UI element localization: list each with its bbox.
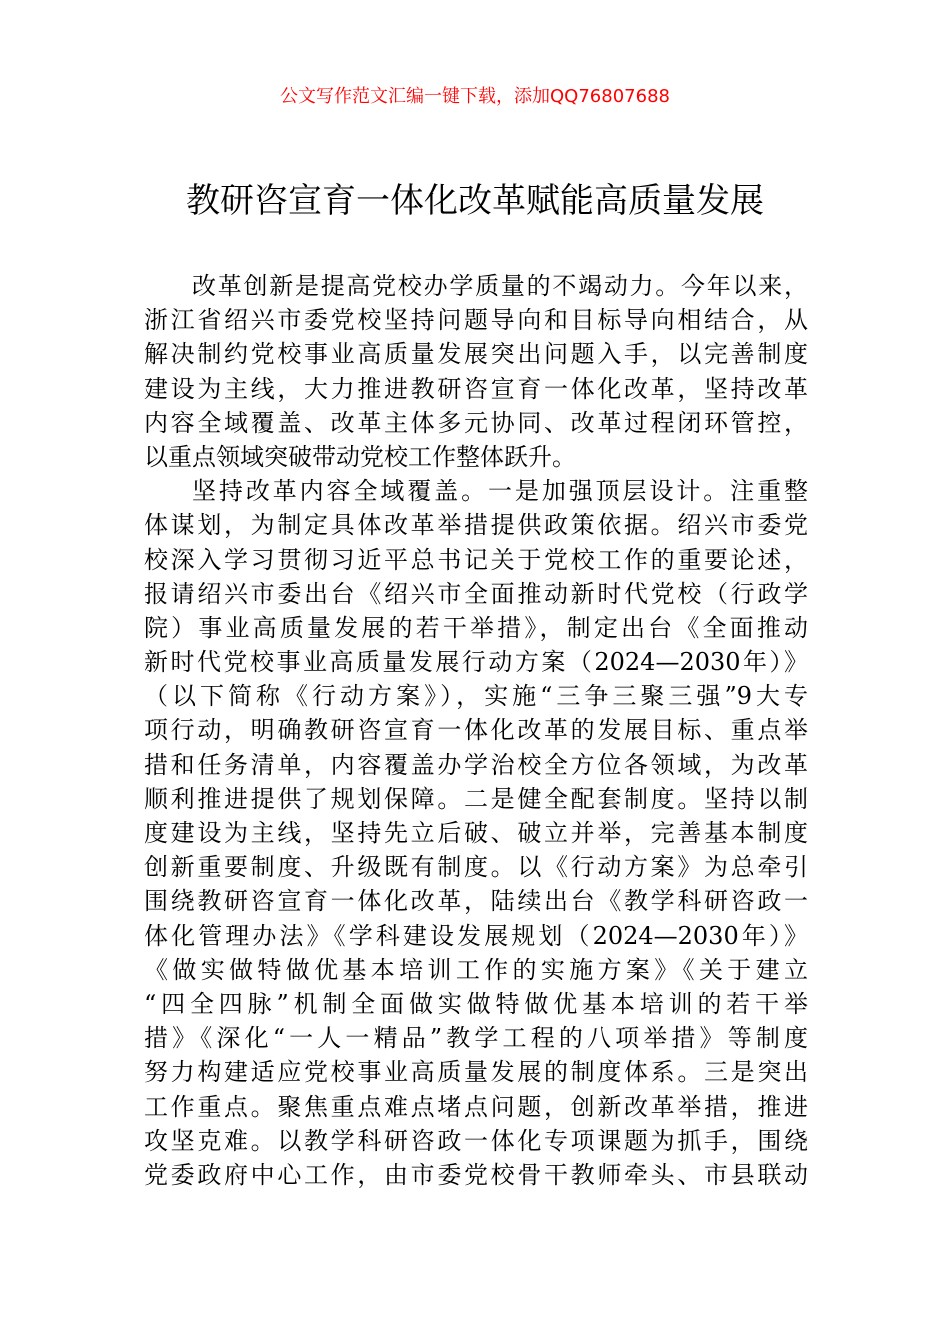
paragraph-2-line-14: 体化管理办法》《学科建设发展规划（2024—2030年）》 bbox=[144, 921, 808, 950]
paragraph-2-line-1: 坚持改革内容全域覆盖。一是加强顶层设计。注重整 bbox=[192, 477, 808, 506]
paragraph-2-line-16: “四全四脉”机制全面做实做特做优基本培训的若干举 bbox=[144, 989, 808, 1018]
paragraph-1-line-3: 解决制约党校事业高质量发展突出问题入手，以完善制度 bbox=[144, 340, 808, 369]
paragraph-2-line-2: 体谋划，为制定具体改革举措提供政策依据。绍兴市委党 bbox=[144, 511, 808, 540]
paragraph-2-line-20: 攻坚克难。以教学科研咨政一体化专项课题为抓手，围绕 bbox=[144, 1126, 808, 1155]
paragraph-2-line-8: 项行动，明确教研咨宣育一体化改革的发展目标、重点举 bbox=[144, 716, 808, 745]
paragraph-2-line-10: 顺利推进提供了规划保障。二是健全配套制度。坚持以制 bbox=[144, 784, 808, 813]
paragraph-2-line-21: 党委政府中心工作，由市委党校骨干教师牵头、市县联动 bbox=[144, 1160, 808, 1189]
paragraph-2-line-3: 校深入学习贯彻习近平总书记关于党校工作的重要论述， bbox=[144, 545, 808, 574]
body-text bbox=[144, 269, 808, 1192]
paragraph-2-line-17: 措》《深化“一人一精品”教学工程的八项举措》等制度 bbox=[144, 1024, 808, 1053]
paragraph-1-line-2: 浙江省绍兴市委党校坚持问题导向和目标导向相结合，从 bbox=[144, 306, 808, 335]
paragraph-2-line-7: （以下简称《行动方案》），实施“三争三聚三强”9大专 bbox=[144, 682, 808, 711]
paragraph-2-line-12: 创新重要制度、升级既有制度。以《行动方案》为总牵引 bbox=[144, 853, 808, 882]
paragraph-2-line-19: 工作重点。聚焦重点难点堵点问题，创新改革举措，推进 bbox=[144, 1092, 808, 1121]
document-title: 教研咨宣育一体化改革赋能高质量发展 bbox=[186, 181, 764, 221]
paragraph-2-line-11: 度建设为主线，坚持先立后破、破立并举，完善基本制度 bbox=[144, 819, 808, 847]
paragraph-1-line-1: 改革创新是提高党校办学质量的不竭动力。今年以来， bbox=[192, 272, 808, 300]
paragraph-2-line-13: 围绕教研咨宣育一体化改革，陆续出台《教学科研咨政一 bbox=[144, 887, 808, 916]
paragraph-2-line-9: 措和任务清单，内容覆盖办学治校全方位各领域，为改革 bbox=[144, 750, 808, 779]
paragraph-2-line-6: 新时代党校事业高质量发展行动方案（2024—2030年）》 bbox=[144, 648, 808, 677]
paragraph-2-line-4: 报请绍兴市委出台《绍兴市全面推动新时代党校（行政学 bbox=[144, 579, 808, 608]
paragraph-1-line-5: 内容全域覆盖、改革主体多元协同、改革过程闭环管控， bbox=[144, 408, 808, 437]
paragraph-2-line-15: 《做实做特做优基本培训工作的实施方案》《关于建立 bbox=[144, 955, 808, 984]
paragraph-1-line-4: 建设为主线，大力推进教研咨宣育一体化改革，坚持改革 bbox=[144, 374, 808, 403]
paragraph-1-line-6: 以重点领域突破带动党校工作整体跃升。 bbox=[144, 442, 576, 471]
paragraph-2-line-18: 努力构建适应党校事业高质量发展的制度体系。三是突出 bbox=[144, 1058, 808, 1087]
download-notice: 公文写作范文汇编一键下载，添加QQ76807688 bbox=[280, 86, 670, 107]
paragraph-2-line-5: 院）事业高质量发展的若干举措》，制定出台《全面推动 bbox=[144, 613, 808, 642]
